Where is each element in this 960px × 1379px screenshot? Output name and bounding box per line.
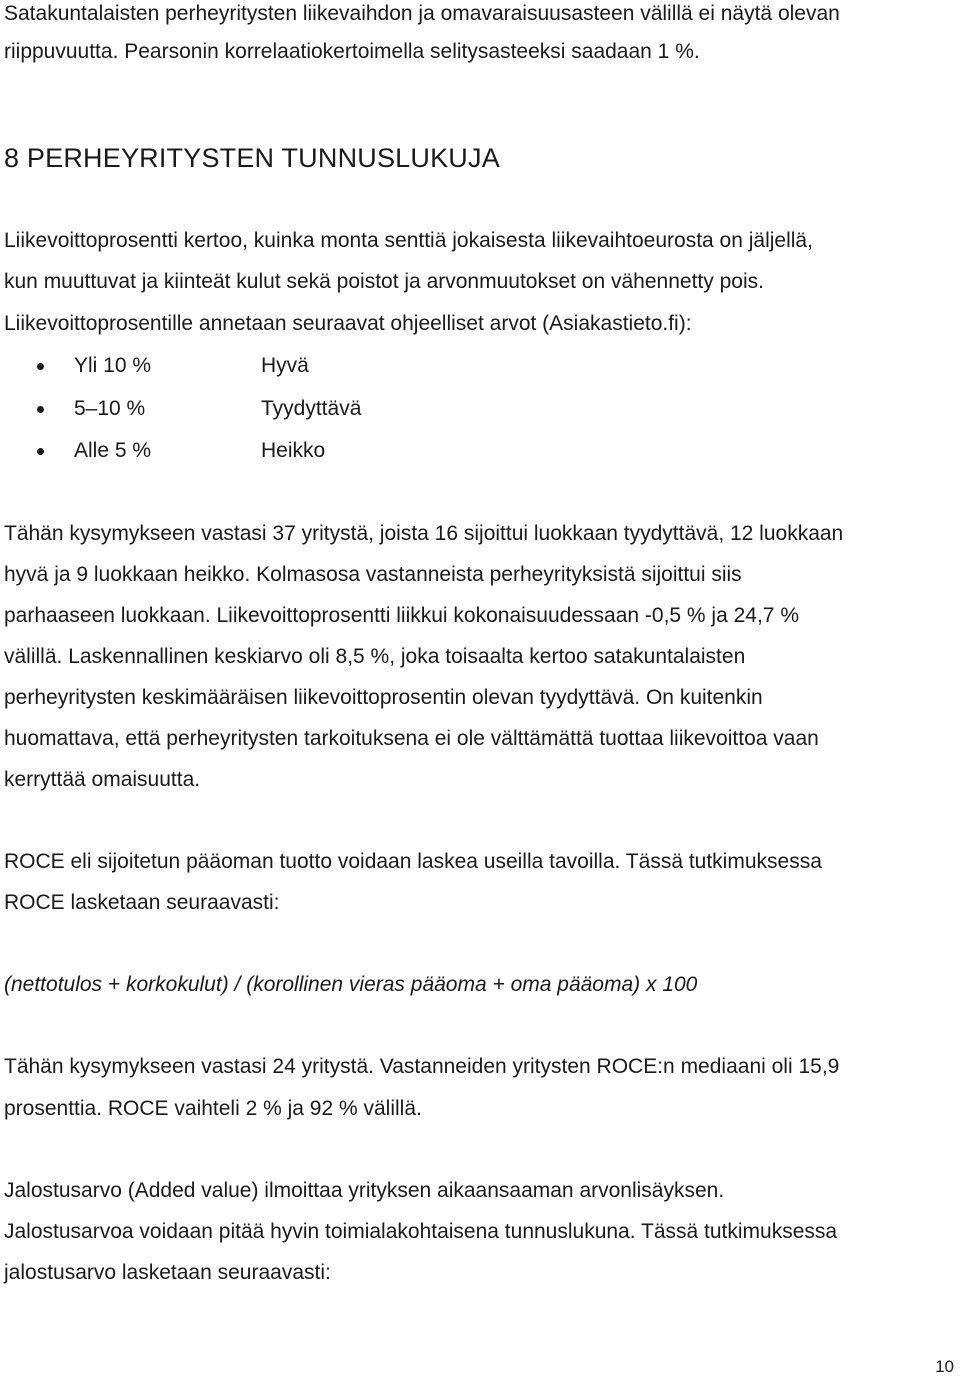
added-value-line-1: Jalostusarvo (Added value) ilmoittaa yrityksen aikaansaaman arvonlisäyksen. — [4, 1179, 725, 1202]
bullet-icon — [37, 406, 44, 413]
page-number: 10 — [935, 1357, 954, 1376]
profit-line-1: Liikevoittoprosentti kertoo, kuinka monta senttiä jokaisesta liikevaihtoeurosta on jäljellä, — [4, 229, 813, 252]
roce-formula: (nettotulos + korkokulut) / (korollinen vieras pääoma + oma pääoma) x 100 — [4, 973, 698, 996]
added-value-line-2: Jalostusarvoa voidaan pitää hyvin toimialakohtaisena tunnuslukuna. Tässä tutkimuksessa — [4, 1220, 838, 1243]
roce-line-1: ROCE eli sijoitetun pääoman tuotto voidaan laskea useilla tavoilla. Tässä tutkimuksessa — [4, 850, 822, 873]
intro-line-1: Satakuntalaisten perheyritysten liikevaihdon ja omavaraisuusasteen välillä ei näytä olevan — [4, 2, 840, 25]
intro-line-2: riippuvuutta. Pearsonin korrelaatiokertoimella selitysasteeksi saadaan 1 %. — [4, 40, 700, 63]
section-heading: 8 PERHEYRITYSTEN TUNNUSLUKUJA — [4, 143, 500, 173]
roce-line-2: ROCE lasketaan seuraavasti: — [4, 891, 280, 914]
bullet-icon — [37, 448, 44, 455]
profit-line-2: kun muuttuvat ja kiinteät kulut sekä poistot ja arvonmuutokset on vähennetty pois. — [4, 270, 764, 293]
roce-results-line-2: prosenttia. ROCE vaihteli 2 % ja 92 % välillä. — [4, 1097, 422, 1120]
guideline-rating: Tyydyttävä — [261, 397, 362, 420]
roce-results-line-1: Tähän kysymykseen vastasi 24 yritystä. Vastanneiden yritysten ROCE:n mediaani oli 15,9 — [4, 1055, 840, 1078]
guideline-range: 5–10 % — [74, 397, 146, 420]
guideline-range: Yli 10 % — [74, 354, 152, 377]
results-line-2: hyvä ja 9 luokkaan heikko. Kolmasosa vastanneista perheyrityksistä sijoittui siis — [4, 563, 742, 586]
added-value-line-3: jalostusarvo lasketaan seuraavasti: — [4, 1261, 331, 1284]
bullet-icon — [37, 363, 44, 370]
results-line-6: huomattava, että perheyritysten tarkoituksena ei ole välttämättä tuottaa liikevoittoa vaan — [4, 727, 819, 750]
results-line-3: parhaaseen luokkaan. Liikevoittoprosentti liikkui kokonaisuudessaan -0,5 % ja 24,7 % — [4, 604, 799, 627]
results-line-5: perheyritysten keskimääräisen liikevoittoprosentin olevan tyydyttävä. On kuitenkin — [4, 686, 763, 709]
results-line-1: Tähän kysymykseen vastasi 37 yritystä, joista 16 sijoittui luokkaan tyydyttävä, 12 luokkaan — [4, 522, 844, 545]
profit-line-3: Liikevoittoprosentille annetaan seuraavat ohjeelliset arvot (Asiakastieto.fi): — [4, 312, 692, 335]
guideline-rating: Heikko — [261, 439, 326, 462]
results-line-7: kerryttää omaisuutta. — [4, 768, 201, 791]
guideline-rating: Hyvä — [261, 354, 309, 377]
results-line-4: välillä. Laskennallinen keskiarvo oli 8,5 %, joka toisaalta kertoo satakuntalaisten — [4, 645, 746, 668]
guideline-range: Alle 5 % — [74, 439, 152, 462]
